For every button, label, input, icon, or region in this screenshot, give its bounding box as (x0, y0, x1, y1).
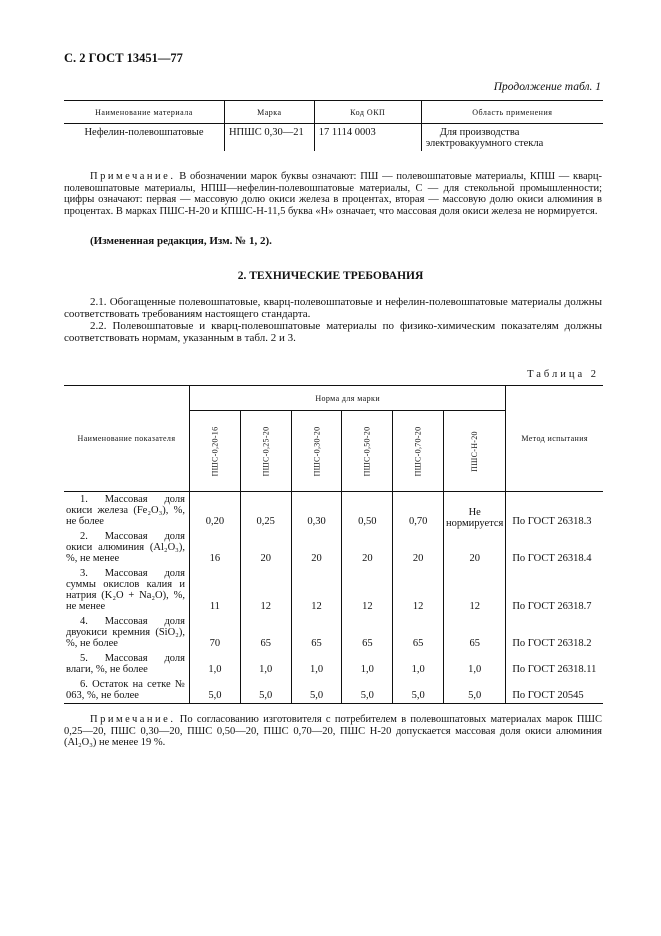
running-head: С. 2 ГОСТ 13451—77 (64, 51, 183, 65)
t2-cell: 1,0 (444, 651, 506, 677)
t2-cell: 20 (444, 529, 506, 566)
t2-row-name: 5. Массовая доля влаги, %, не более (66, 653, 185, 675)
t2-cell: 12 (342, 566, 393, 614)
t2-row-name: 6. Остаток на сетке № 063, %, не более (64, 677, 189, 704)
t2-cell: 65 (342, 614, 393, 651)
table-2-label: Таблица 2 (527, 369, 599, 380)
note-1-label: Примечание. (90, 171, 176, 182)
t2-cell: 12 (393, 566, 444, 614)
t2-cell: 0,20 (189, 492, 240, 530)
t2-mark-header (189, 411, 240, 492)
t2-cell: 0,50 (342, 492, 393, 530)
t2-cell: 12 (444, 566, 506, 614)
table-2 (64, 385, 603, 704)
t2-cell: 5,0 (291, 677, 342, 704)
t2-cell: Не нормируется (444, 492, 506, 530)
t2-cell: 1,0 (240, 651, 291, 677)
t2-mark-header (342, 411, 393, 492)
t1-header-application: Область применения (421, 101, 603, 124)
t1-header-material: Наименование материала (64, 101, 224, 124)
table-row (64, 651, 603, 677)
t1-header-okp: Код ОКП (314, 101, 421, 124)
t2-mark-label: ПШС-Н-20 (470, 430, 480, 472)
t2-cell: 65 (393, 614, 444, 651)
t2-cell: 65 (444, 614, 506, 651)
t2-cell: 0,25 (240, 492, 291, 530)
t1-mark: НПШС 0,30—21 (224, 124, 314, 152)
t2-cell: 5,0 (240, 677, 291, 704)
t2-header-method: Метод испытания (506, 386, 603, 492)
t2-header-norm: Норма для марки (189, 386, 505, 411)
t2-mark-label: ПШС-0,70-20 (413, 426, 423, 476)
t2-cell: 5,0 (342, 677, 393, 704)
t2-cell: 20 (291, 529, 342, 566)
t2-cell: 65 (240, 614, 291, 651)
t2-row-name: 2. Массовая доля окиси алюминия (Al₂O₃), %, не менее (66, 531, 185, 564)
t2-cell: 0,30 (291, 492, 342, 530)
t2-cell: 1,0 (291, 651, 342, 677)
t2-cell: 11 (189, 566, 240, 614)
table-row (64, 529, 603, 566)
table-continuation-label: Продолжение табл. 1 (493, 81, 601, 93)
t2-method: По ГОСТ 20545 (506, 677, 603, 704)
t2-cell: 5,0 (189, 677, 240, 704)
t2-row-name: 4. Массовая доля двуокиси кремния (SiO₂), %, не более (66, 616, 185, 649)
t2-method: По ГОСТ 26318.4 (506, 529, 603, 566)
t1-material: Нефелин-полевошпатовые (84, 127, 204, 138)
t2-mark-label: ПШС-0,20-16 (210, 426, 220, 476)
note-1-text: В обозначении марок буквы означают: ПШ — полевошпатовые материалы, КПШ — кварц-полевошпатовые материалы, НПШ—нефелин-полевошпатовые материалы, С — для стекольной промышленности; цифры означают: первая — массовую долю окиси железа в процентах, вторая — массовую долю окиси алюминия в процентах. В марках ПШС-Н-20 и КПШС-Н-11,5 буква «Н» означает, что массовая доля окиси железа не нормируется. (64, 171, 602, 217)
t2-mark-label: ПШС-0,25-20 (261, 426, 271, 476)
t2-cell: 5,0 (444, 677, 506, 704)
t2-header-name: Наименование показателя (64, 386, 189, 492)
t2-cell: 20 (240, 529, 291, 566)
table-row (64, 677, 603, 704)
paragraph-2-2: 2.2. Полевошпатовые и кварц-полевошпатовые материалы по физико-химическим показателям должны соответствовать нормам, указанным в табл. 2 и 3. (64, 320, 602, 344)
t1-header-mark: Марка (224, 101, 314, 124)
t2-cell: 1,0 (393, 651, 444, 677)
table-1-continuation (64, 100, 603, 151)
t2-cell: 16 (189, 529, 240, 566)
t2-mark-label: ПШС-0,50-20 (362, 426, 372, 476)
t2-cell: 12 (291, 566, 342, 614)
t1-okp: 17 1114 0003 (314, 124, 421, 152)
t2-mark-header (393, 411, 444, 492)
t2-cell: 65 (291, 614, 342, 651)
table-row (64, 566, 603, 614)
t2-mark-label: ПШС-0,30-20 (312, 426, 321, 476)
t2-method: По ГОСТ 26318.3 (506, 492, 603, 530)
t2-method: По ГОСТ 26318.11 (506, 651, 603, 677)
t1-application: Для производства электровакуумного стекла (421, 124, 603, 152)
t2-row-name: 1. Массовая доля окиси железа (Fe₂O₃), %, не более (66, 494, 185, 527)
note-2 (64, 714, 602, 749)
amendment-note: (Измененная редакция, Изм. № 1, 2). (90, 235, 272, 247)
t2-method: По ГОСТ 26318.2 (506, 614, 603, 651)
t2-row-name: 3. Массовая доля суммы окислов калия и натрия (K₂O + Na₂O), %, не менее (66, 568, 185, 612)
t2-cell: 1,0 (342, 651, 393, 677)
note-2-text: По согласованию изготовителя с потребителем в полевошпатовых материалах марок ПШС 0,25—20, ПШС 0,30—20, ПШС 0,50—20, ПШС 0,70—20, ПШС Н-20 допускается массовая доля окиси алюминия (Al₂O₃) не менее 19 %. (64, 714, 602, 749)
note-1 (64, 171, 602, 217)
t2-mark-header (291, 411, 342, 492)
t2-cell: 1,0 (189, 651, 240, 677)
table-row (64, 614, 603, 651)
t2-cell: 5,0 (393, 677, 444, 704)
t2-cell: 20 (342, 529, 393, 566)
t2-cell: 20 (393, 529, 444, 566)
t2-cell: 70 (189, 614, 240, 651)
table-row (64, 492, 603, 530)
paragraph-2-1: 2.1. Обогащенные полевошпатовые, кварц-полевошпатовые и нефелин-полевошпатовые материалы должны соответствовать требованиям настоящего стандарта. (64, 296, 602, 320)
t2-method: По ГОСТ 26318.7 (506, 566, 603, 614)
t2-cell: 0,70 (393, 492, 444, 530)
t2-mark-header (240, 411, 291, 492)
note-2-label: Примечание. (90, 714, 176, 725)
section-title: 2. ТЕХНИЧЕСКИЕ ТРЕБОВАНИЯ (237, 270, 424, 282)
t2-mark-header (444, 411, 506, 492)
t2-cell: 12 (240, 566, 291, 614)
